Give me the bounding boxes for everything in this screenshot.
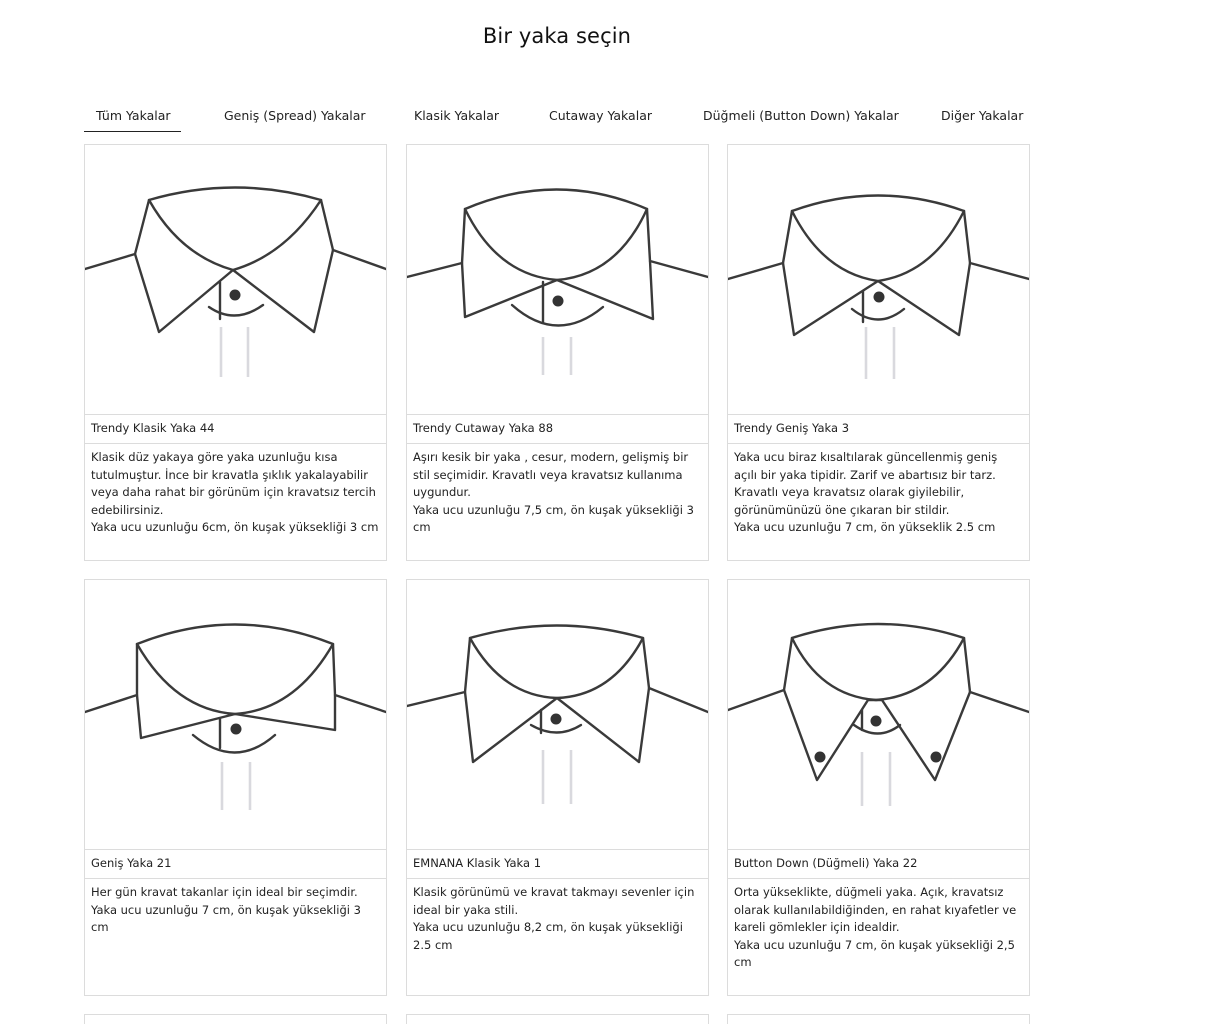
button-down-collar-icon xyxy=(728,580,1029,849)
tab-all-collars[interactable]: Tüm Yakalar xyxy=(84,100,181,132)
collar-description: Orta yükseklikte, düğmeli yaka. Açık, kravatsız olarak kullanılabildiğinden, en rahat kıyafetler ve kareli gömlekler için idealdir. Yaka ucu uzunluğu 7 cm, ön kuşak yüksekliği 2,5 cm xyxy=(734,885,1017,969)
collar-card[interactable] xyxy=(406,579,709,996)
collar-description: Yaka ucu biraz kısaltılarak güncellenmiş geniş açılı bir yaka tipidir. Zarif ve abartısız bir tarz. Kravatlı veya kravatsız olarak giyilebilir, görünümünüzü öne çıkaran bir stildir. Yaka ucu uzunluğu 7 cm, ön yükseklik 2.5 cm xyxy=(734,450,998,534)
collar-description: Aşırı kesik bir yaka , cesur, modern, gelişmiş bir stil seçimidir. Kravatlı veya kravatsız kullanıma uygundur. Yaka ucu uzunluğu 7,5 cm, ön kuşak yüksekliği 3 cm xyxy=(413,450,694,534)
collar-description: Klasik görünümü ve kravat takmayı sevenler için ideal bir yaka stili. Yaka ucu uzunluğu 8,2 cm, ön kuşak yüksekliği 2.5 cm xyxy=(413,885,695,952)
collar-card[interactable] xyxy=(406,144,709,561)
collar-card-partial[interactable] xyxy=(84,1014,387,1024)
collar-title: EMNANA Klasik Yaka 1 xyxy=(407,849,708,879)
tab-spread-collars[interactable]: Geniş (Spread) Yakalar xyxy=(224,108,366,123)
collar-title: Geniş Yaka 21 xyxy=(85,849,386,879)
wide-spread-collar-icon xyxy=(85,580,386,849)
spread-collar-icon xyxy=(728,145,1029,414)
collar-card-partial[interactable] xyxy=(727,1014,1030,1024)
classic-point-collar-icon xyxy=(407,580,708,849)
collar-title: Trendy Klasik Yaka 44 xyxy=(85,414,386,444)
tab-cutaway-collars[interactable]: Cutaway Yakalar xyxy=(549,108,652,123)
classic-collar-icon xyxy=(85,145,386,414)
collar-card-partial[interactable] xyxy=(406,1014,709,1024)
collar-description: Her gün kravat takanlar için ideal bir seçimdir. Yaka ucu uzunluğu 7 cm, ön kuşak yüksekliği 3 cm xyxy=(91,885,361,934)
collar-card[interactable] xyxy=(84,144,387,561)
tab-other-collars[interactable]: Diğer Yakalar xyxy=(941,108,1024,123)
tab-button-down-collars[interactable]: Düğmeli (Button Down) Yakalar xyxy=(703,108,899,123)
collar-card[interactable] xyxy=(727,579,1030,996)
cutaway-collar-icon xyxy=(407,145,708,414)
page-title: Bir yaka seçin xyxy=(482,24,632,48)
collar-title: Button Down (Düğmeli) Yaka 22 xyxy=(728,849,1029,879)
collar-card[interactable] xyxy=(727,144,1030,561)
tab-classic-collars[interactable]: Klasik Yakalar xyxy=(414,108,500,123)
collar-title: Trendy Cutaway Yaka 88 xyxy=(407,414,708,444)
collar-description: Klasik düz yakaya göre yaka uzunluğu kısa tutulmuştur. İnce bir kravatla şıklık yakalayabilir veya daha rahat bir görünüm için kravatsız tercih edebilirsiniz. Yaka ucu uzunluğu 6cm, ön kuşak yüksekliği 3 cm xyxy=(91,450,379,534)
collar-title: Trendy Geniş Yaka 3 xyxy=(728,414,1029,444)
collar-card[interactable] xyxy=(84,579,387,996)
